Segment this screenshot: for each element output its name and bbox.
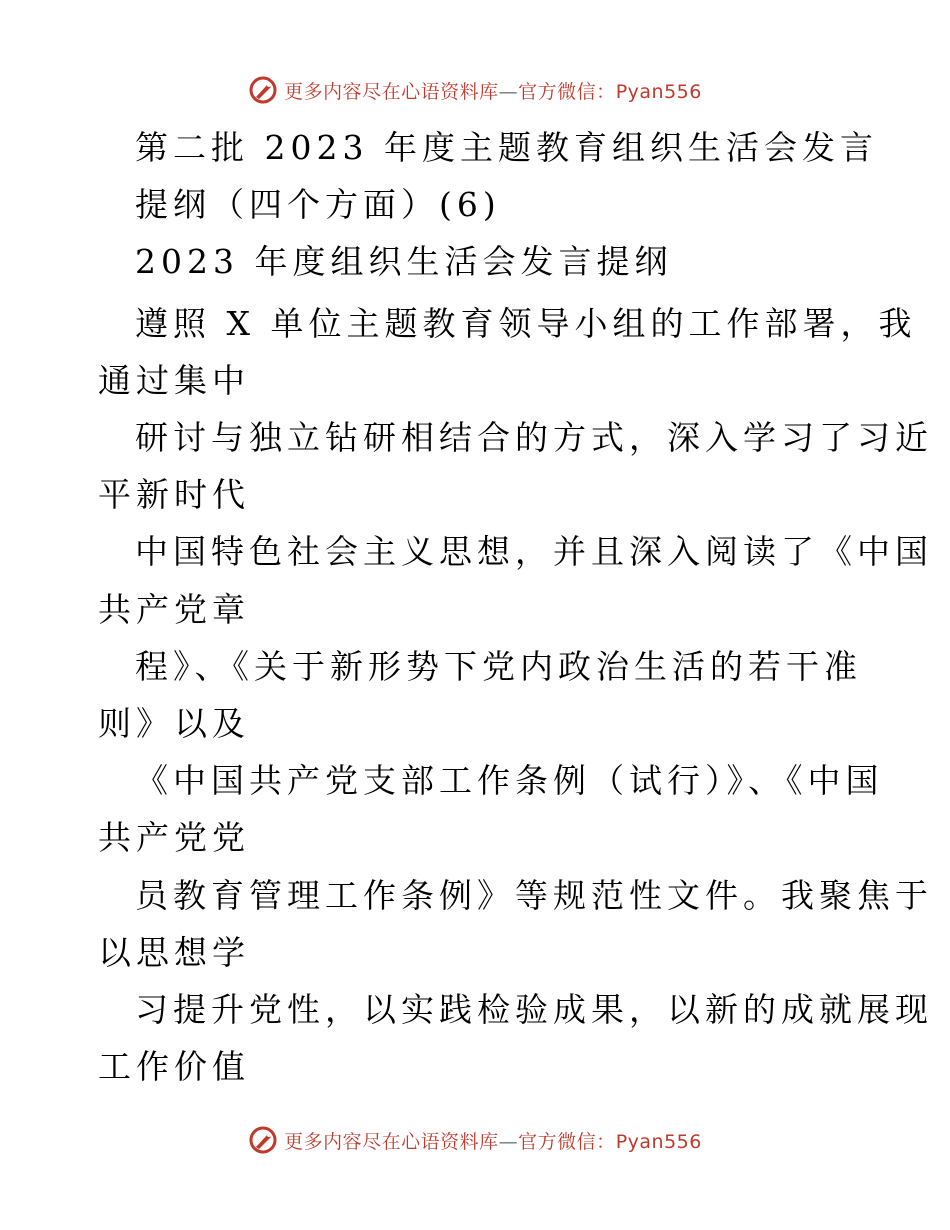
paragraph-line: 通过集中 [98, 361, 250, 400]
title-line-1: 第二批 2023 年度主题教育组织生活会发言 [135, 128, 878, 167]
banner-wechat-label: 官方微信： [518, 1130, 616, 1153]
paragraph-line: 员教育管理工作条例》等规范性文件。我聚焦于 [135, 876, 933, 915]
pen-nib-circle-logo-icon [248, 75, 278, 105]
paragraph-line: 则》以及 [98, 704, 250, 743]
pen-nib-circle-logo-icon [248, 1125, 278, 1155]
paragraph-line: 研讨与独立钻研相结合的方式，深入学习了习近 [135, 418, 933, 457]
paragraph-line: 平新时代 [98, 475, 250, 514]
banner-site-text: 更多内容尽在心语资料库 [284, 80, 499, 103]
banner-wechat-id: Pyan556 [615, 80, 702, 103]
paragraph-line: 中国特色社会主义思想，并且深入阅读了《中国 [135, 532, 933, 571]
banner-text [284, 77, 702, 104]
banner-text [284, 1127, 702, 1154]
subtitle-line: 2023 年度组织生活会发言提纲 [135, 242, 673, 281]
paragraph-line: 共产党党 [98, 818, 250, 857]
banner-dash: — [498, 80, 519, 103]
paragraph-line: 程》、《关于新形势下党内政治生活的若干准 [135, 647, 862, 686]
banner-wechat-id: Pyan556 [615, 1130, 702, 1153]
title-line-2: 提纲（四个方面）(6) [135, 185, 501, 224]
footer-banner [0, 1120, 950, 1160]
banner-wechat-label: 官方微信： [518, 80, 616, 103]
banner-site-text: 更多内容尽在心语资料库 [284, 1130, 499, 1153]
header-banner [0, 70, 950, 110]
paragraph-line: 以思想学 [98, 933, 250, 972]
paragraph-line: 工作价值 [98, 1047, 250, 1086]
paragraph-line: 《中国共产党支部工作条例（试行）》、《中国 [135, 761, 884, 800]
paragraph-line: 共产党章 [98, 590, 250, 629]
paragraph-line: 遵照 X 单位主题教育领导小组的工作部署，我 [135, 304, 917, 343]
paragraph-line: 习提升党性，以实践检验成果，以新的成就展现 [135, 990, 933, 1029]
banner-dash: — [498, 1130, 519, 1153]
